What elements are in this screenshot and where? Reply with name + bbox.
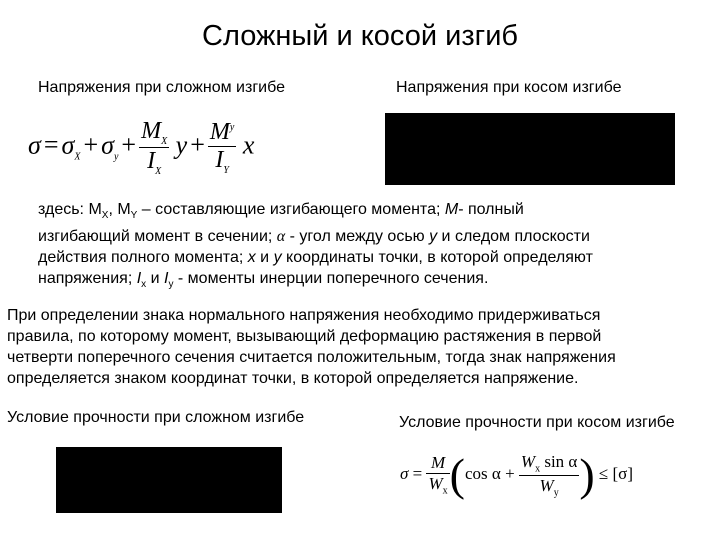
complex-strength-heading: Условие прочности при сложном изгибе — [7, 409, 305, 426]
complex-stress-formula: $\sigma = \sigma_X + \sigma_y$ + $\frac{M_X}{I_X}$ y + $\frac{M^y}{I_Y}$ x — [28, 118, 255, 177]
oblique-strength-heading: Условие прочности при косом изгибе — [399, 414, 675, 431]
sign-rule-paragraph: При определении знака нормального напряжения необходимо придерживаться правила, по которому момент, вызывающий деформацию растяжения в первой четверти поперечного сечения считается положительным, тогда знак напряжения определяется знаком координат точки, в которой определяется напряжение. — [7, 307, 616, 387]
oblique-strength-formula: σ = $\frac{M}{W_x}$ (cos α + $\frac{W_x \sin \alpha}{W_y}$ ) ≤ [σ] — [400, 449, 633, 500]
oblique-stress-formula-image — [385, 113, 675, 185]
complex-stress-heading: Напряжения при сложном изгибе — [38, 79, 285, 96]
variables-explanation: здесь: $M_X$, $M_Y$ – составляющие изгибающего момента; M- полный изгибающий момент в сечении; α - угол между осью y и следом плоскости действия полного момента; x и y координаты точки, в которой определяют напряжения; $I_x$ и $I_y$ - моменты инерции поперечного сечения. — [38, 201, 593, 291]
complex-strength-formula-image — [56, 447, 282, 513]
oblique-stress-heading: Напряжения при косом изгибе — [396, 79, 622, 96]
page-title: Сложный и косой изгиб — [202, 20, 518, 52]
